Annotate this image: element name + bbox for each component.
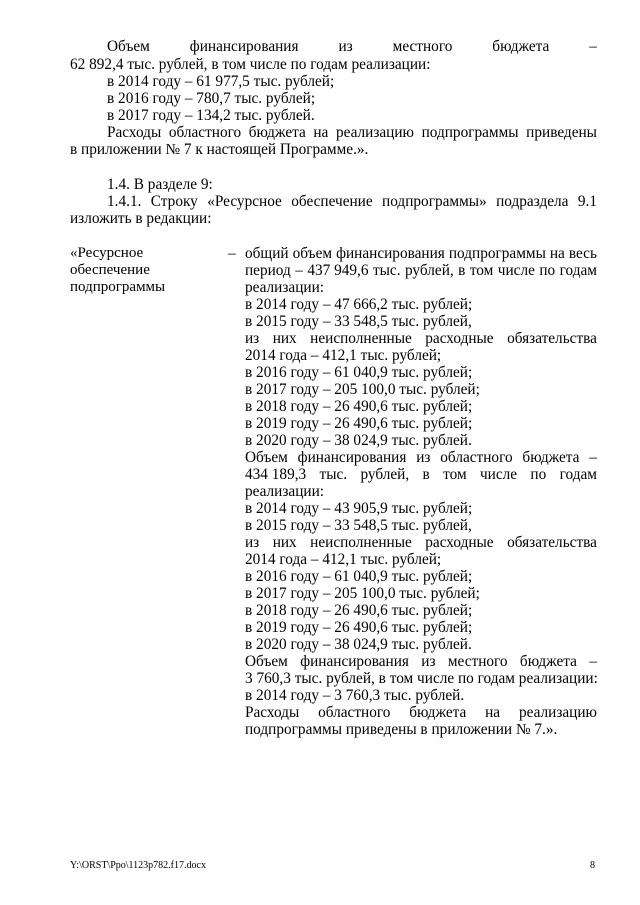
word: 437 949,6 [307, 262, 369, 279]
word: финансирования [300, 653, 409, 670]
word: числе [479, 466, 518, 483]
top-line-1 [107, 38, 597, 55]
word: в [422, 466, 430, 483]
page-number: 8 [590, 860, 595, 871]
word: – [589, 653, 597, 670]
section-line-3: изложить в редакции: [70, 210, 212, 227]
section-heading: 1.4. В разделе 9: [107, 176, 213, 193]
word: расходные [425, 534, 494, 551]
word: том [443, 466, 467, 483]
right-line-21: в 2017 году – 205 100,0 тыс. рублей; [245, 585, 480, 602]
right-line-20: в 2016 году – 61 040,9 тыс. рублей; [245, 568, 473, 585]
right-line-8: в 2016 году – 61 040,9 тыс. рублей; [245, 364, 473, 381]
word: Расходы [107, 124, 162, 141]
word: из [421, 653, 436, 670]
word: 1.4.1. [107, 193, 142, 210]
right-line-15: реализации: [245, 483, 325, 500]
word: расходные [425, 330, 494, 347]
right-line-10: в 2018 году – 26 490,6 тыс. рублей; [245, 398, 473, 415]
right-line-26: 3 760,3 тыс. рублей, в том числе по годам реализации: [245, 670, 598, 687]
top-line-6 [107, 124, 597, 141]
word: по [539, 262, 556, 279]
footer-file-path: Y:\ORST\Ppo\1123p782.f17.docx [70, 860, 206, 871]
right-line-6 [245, 330, 597, 347]
word: – [295, 262, 303, 279]
word: областного [440, 449, 513, 466]
word: подпрограммы [421, 124, 519, 141]
word: бюджета [492, 38, 550, 55]
left-label-3: подпрограммы [70, 279, 166, 295]
word: весь [568, 245, 597, 262]
left-label-2: обеспечение [70, 262, 150, 278]
right-line-17: в 2015 году – 33 548,5 тыс. рублей, [245, 517, 472, 534]
word: Объем [245, 449, 288, 466]
word: бюджета [519, 653, 577, 670]
top-line-5: в 2017 году – 134,2 тыс. рублей. [107, 107, 315, 124]
word: – [589, 38, 597, 55]
word: «Ресурсное [207, 193, 282, 210]
word: рублей, [404, 262, 454, 279]
word: них [272, 330, 297, 347]
right-line-9: в 2017 году – 205 100,0 тыс. рублей; [245, 381, 480, 398]
word: 9.1 [577, 193, 597, 210]
word: подпрограммы [448, 245, 546, 262]
word: по [530, 466, 547, 483]
word: бюджета [409, 704, 467, 721]
word: Объем [107, 38, 150, 55]
right-line-4: в 2014 году – 47 666,2 тыс. рублей; [245, 296, 473, 313]
word: годам [559, 466, 597, 483]
word: подраздела [496, 193, 569, 210]
word: годам [559, 262, 597, 279]
top-line-2: 62 892,4 тыс. рублей, в том числе по годам реализации: [70, 56, 431, 73]
right-line-29: подпрограммы приведены в приложении № 7.». [245, 721, 558, 738]
word: неисполненные [310, 534, 412, 551]
word: местного [447, 653, 508, 670]
top-line-3: в 2014 году – 61 977,5 тыс. рублей; [107, 73, 335, 90]
word: на [485, 704, 501, 721]
word: объем [292, 245, 333, 262]
word: реализацию [335, 124, 414, 141]
right-line-14 [245, 466, 597, 483]
word: – [589, 449, 597, 466]
right-line-5: в 2015 году – 33 548,5 тыс. рублей, [245, 313, 472, 330]
word: из [416, 449, 431, 466]
word: них [272, 534, 297, 551]
right-line-13 [245, 449, 597, 466]
word: Объем [245, 653, 288, 670]
word: финансирования [189, 38, 299, 55]
word: из [245, 330, 260, 347]
word: из [338, 38, 353, 55]
word: обеспечение [291, 193, 373, 210]
right-line-25 [245, 653, 597, 670]
word: местного [392, 38, 453, 55]
right-line-12: в 2020 году – 38 024,9 тыс. рублей. [245, 432, 472, 449]
word: на [313, 124, 329, 141]
right-line-16: в 2014 году – 43 905,9 тыс. рублей; [245, 500, 473, 517]
word: подпрограммы» [382, 193, 487, 210]
word: числе [497, 262, 535, 279]
word: обязательства [507, 534, 597, 551]
right-line-23: в 2019 году – 26 490,6 тыс. рублей; [245, 619, 473, 636]
section-line-2 [107, 193, 597, 210]
word: общий [245, 245, 289, 262]
word: бюджета [522, 449, 580, 466]
word: рублей, [360, 466, 410, 483]
right-line-19: 2014 года – 412,1 тыс. рублей; [245, 551, 442, 568]
word: областного [168, 124, 242, 141]
table-dash: – [228, 245, 236, 262]
word: период [245, 262, 291, 279]
top-line-4: в 2016 году – 780,7 тыс. рублей; [107, 90, 316, 107]
left-label-1: «Ресурсное [70, 245, 144, 261]
word: на [549, 245, 565, 262]
top-line-7: в приложении № 7 к настоящей Программе.». [70, 141, 369, 158]
right-line-3: реализации: [245, 279, 325, 296]
right-line-28 [245, 704, 597, 721]
word: том [469, 262, 494, 279]
right-line-7: 2014 года – 412,1 тыс. рублей; [245, 347, 442, 364]
right-line-2 [245, 262, 597, 279]
word: финансирования [336, 245, 445, 262]
word: реализацию [518, 704, 597, 721]
word: тыс. [372, 262, 401, 279]
word: тыс. [319, 466, 348, 483]
word: неисполненные [310, 330, 412, 347]
word: в [458, 262, 466, 279]
right-line-18 [245, 534, 597, 551]
word: бюджета [248, 124, 306, 141]
word: 434 189,3 [245, 466, 307, 483]
word: приведены [526, 124, 597, 141]
word: областного [318, 704, 391, 721]
right-line-1 [245, 245, 597, 262]
word: Строку [150, 193, 198, 210]
right-line-24: в 2020 году – 38 024,9 тыс. рублей. [245, 636, 472, 653]
word: Расходы [245, 704, 300, 721]
right-line-11: в 2019 году – 26 490,6 тыс. рублей; [245, 415, 473, 432]
right-line-22: в 2018 году – 26 490,6 тыс. рублей; [245, 602, 473, 619]
right-line-27: в 2014 году – 3 760,3 тыс. рублей. [245, 687, 465, 704]
word: из [245, 534, 260, 551]
word: обязательства [507, 330, 597, 347]
word: финансирования [297, 449, 407, 466]
